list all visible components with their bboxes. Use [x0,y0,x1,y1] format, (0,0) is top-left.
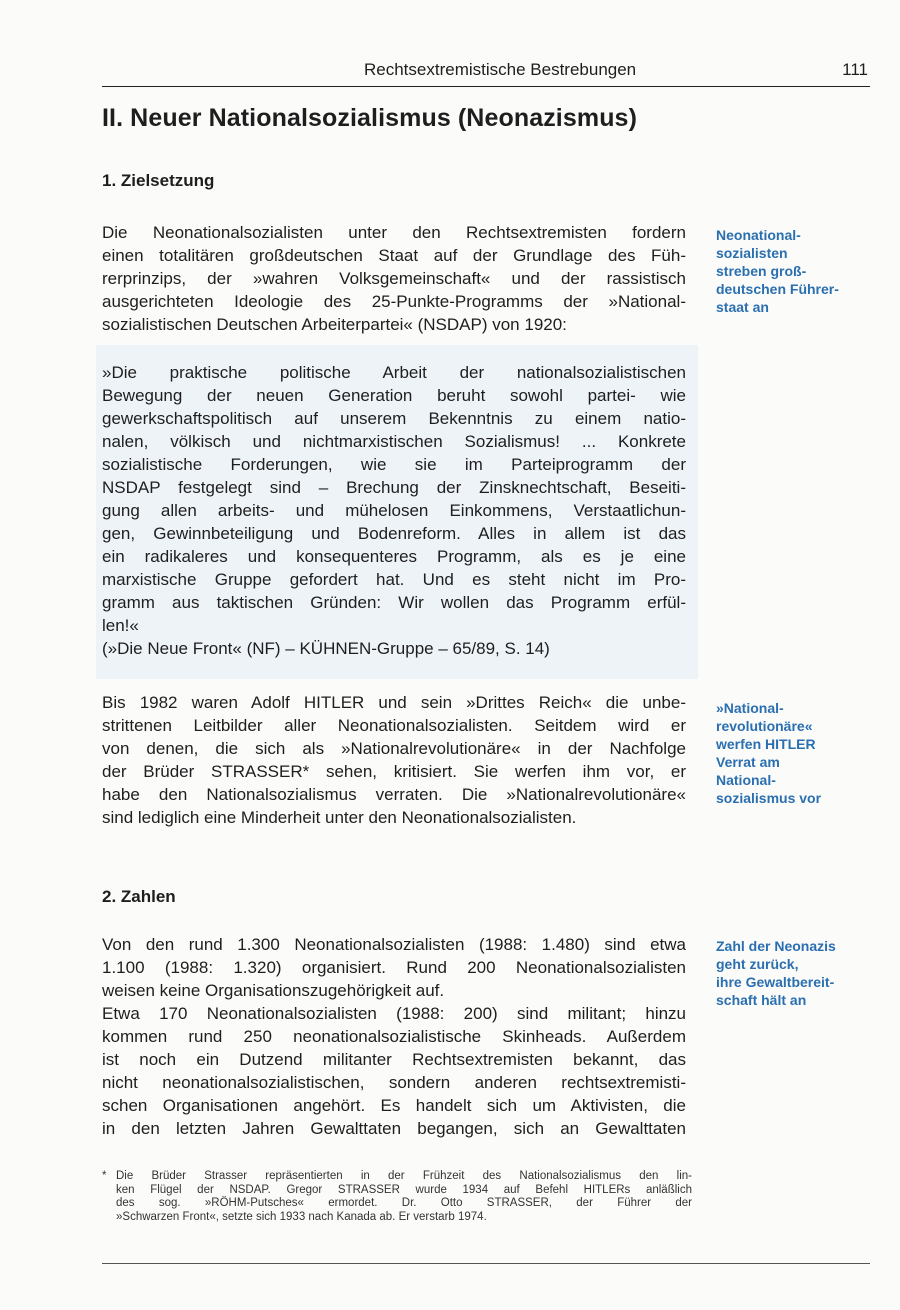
section-heading-zielsetzung: 1. Zielsetzung [102,171,215,190]
footnote-line: ken Flügel der NSDAP. Gregor STRASSER wurde 1934 auf Befehl HITLERs anläßlich [116,1183,692,1196]
quote-line: Bewegung der neuen Generation beruht sowohl partei- wie [102,386,686,405]
text-line: der Brüder STRASSER* sehen, kritisiert. Sie werfen ihm vor, er [102,762,686,781]
running-header [102,56,870,87]
text-line: ausgerichteten Ideologie des 25-Punkte-Programms der »National- [102,292,686,311]
text-line: in den letzten Jahren Gewalttaten begangen, sich an Gewalttaten [102,1119,686,1138]
margin-note-zahlen: Zahl der Neonazis geht zurück, ihre Gewaltbereit- schaft hält an [716,938,836,1008]
text-line: einen totalitären großdeutschen Staat auf der Grundlage des Füh- [102,246,686,265]
text-line: Etwa 170 Neonationalsozialisten (1988: 200) sind militant; hinzu [102,1004,686,1023]
text-line: weisen keine Organisationszugehörigkeit auf. [102,981,445,1000]
quote-line: len!« [102,616,139,635]
text-line: schen Organisationen angehört. Es handelt sich um Aktivisten, die [102,1096,686,1115]
footnote-line: »Schwarzen Front«, setzte sich 1933 nach Kanada ab. Er verstarb 1974. [116,1210,487,1223]
footnote-text [116,1170,692,1224]
running-title: Rechtsextremistische Bestrebungen [364,60,637,79]
text-line: habe den Nationalsozialismus verraten. Die »Nationalrevolutionäre« [102,785,686,804]
text-line: rerprinzips, der »wahren Volksgemeinschaft« und der rassistisch [102,269,686,288]
intro-paragraph [102,221,686,336]
quote-line: gramm aus taktischen Gründen: Wir wollen das Programm erfül- [102,593,686,612]
footnote-line: Die Brüder Strasser repräsentierten in der Frühzeit des Nationalsozialismus den lin- [116,1170,692,1182]
text-line: sind lediglich eine Minderheit unter den Neonationalsozialisten. [102,808,577,827]
section-heading-zahlen: 2. Zahlen [102,887,176,906]
text-line: kommen rund 250 neonationalsozialistische Skinheads. Außerdem [102,1027,686,1046]
footnote-line: des sog. »RÖHM-Putsches« ermordet. Dr. Otto STRASSER, der Führer der [116,1197,692,1210]
text-line: ist noch ein Dutzend militanter Rechtsextremisten bekannt, das [102,1050,686,1069]
text-line: nicht neonationalsozialistischen, sondern anderen rechtsextremisti- [102,1073,686,1092]
quote-source: (»Die Neue Front« (NF) – KÜHNEN-Gruppe – 65/89, S. 14) [102,639,550,658]
text-line: sozialistischen Deutschen Arbeiterpartei« (NSDAP) von 1920: [102,315,567,334]
footnote-marker: * [102,1170,107,1182]
strasser-paragraph [102,691,686,829]
quote-line: NSDAP festgelegt sind – Brechung der Zinsknechtschaft, Beseiti- [102,478,686,497]
quote-line: nalen, völkisch und nichtmarxistischen Sozialismus! ... Konkrete [102,432,686,451]
quote-line: gen, Gewinnbeteiligung und Bodenreform. Alles in allem ist das [102,524,686,543]
text-line: 1.100 (1988: 1.320) organisiert. Rund 200 Neonationalsozialisten [102,958,686,977]
quote-line: »Die praktische politische Arbeit der nationalsozialistischen [102,363,686,382]
text-line: Von den rund 1.300 Neonationalsozialisten (1988: 1.480) sind etwa [102,935,686,954]
quote-line: sozialistische Forderungen, wie sie im Parteiprogramm der [102,455,686,474]
margin-note-nationalrevolutionaere: »National- revolutionäre« werfen HITLER Verrat am National- sozialismus vor [716,700,822,806]
text-line: von denen, die sich als »Nationalrevolutionäre« in der Nachfolge [102,739,686,758]
program-quote [102,361,686,660]
text-line: strittenen Leitbilder aller Neonationalsozialisten. Seitdem wird er [102,716,686,735]
page-number: 111 [842,60,868,79]
quote-line: gewerkschaftspolitisch auf unserem Bekenntnis zu einem natio- [102,409,686,428]
quote-line: ein radikaleres und konsequenteres Programm, als es je eine [102,547,686,566]
bottom-divider [102,1263,870,1264]
text-line: Die Neonationalsozialisten unter den Rechtsextremisten fordern [102,223,686,242]
numbers-paragraph [102,933,686,1140]
chapter-title: II. Neuer Nationalsozialismus (Neonazismus) [102,104,637,132]
margin-note-fuehrerstaat: Neonational- sozialisten streben groß- deutschen Führer- staat an [716,227,839,315]
quote-line: marxistische Gruppe gefordert hat. Und es steht nicht im Pro- [102,570,686,589]
text-line: Bis 1982 waren Adolf HITLER und sein »Drittes Reich« die unbe- [102,693,686,712]
quote-line: gung allen arbeits- und mühelosen Einkommens, Verstaatlichun- [102,501,686,520]
